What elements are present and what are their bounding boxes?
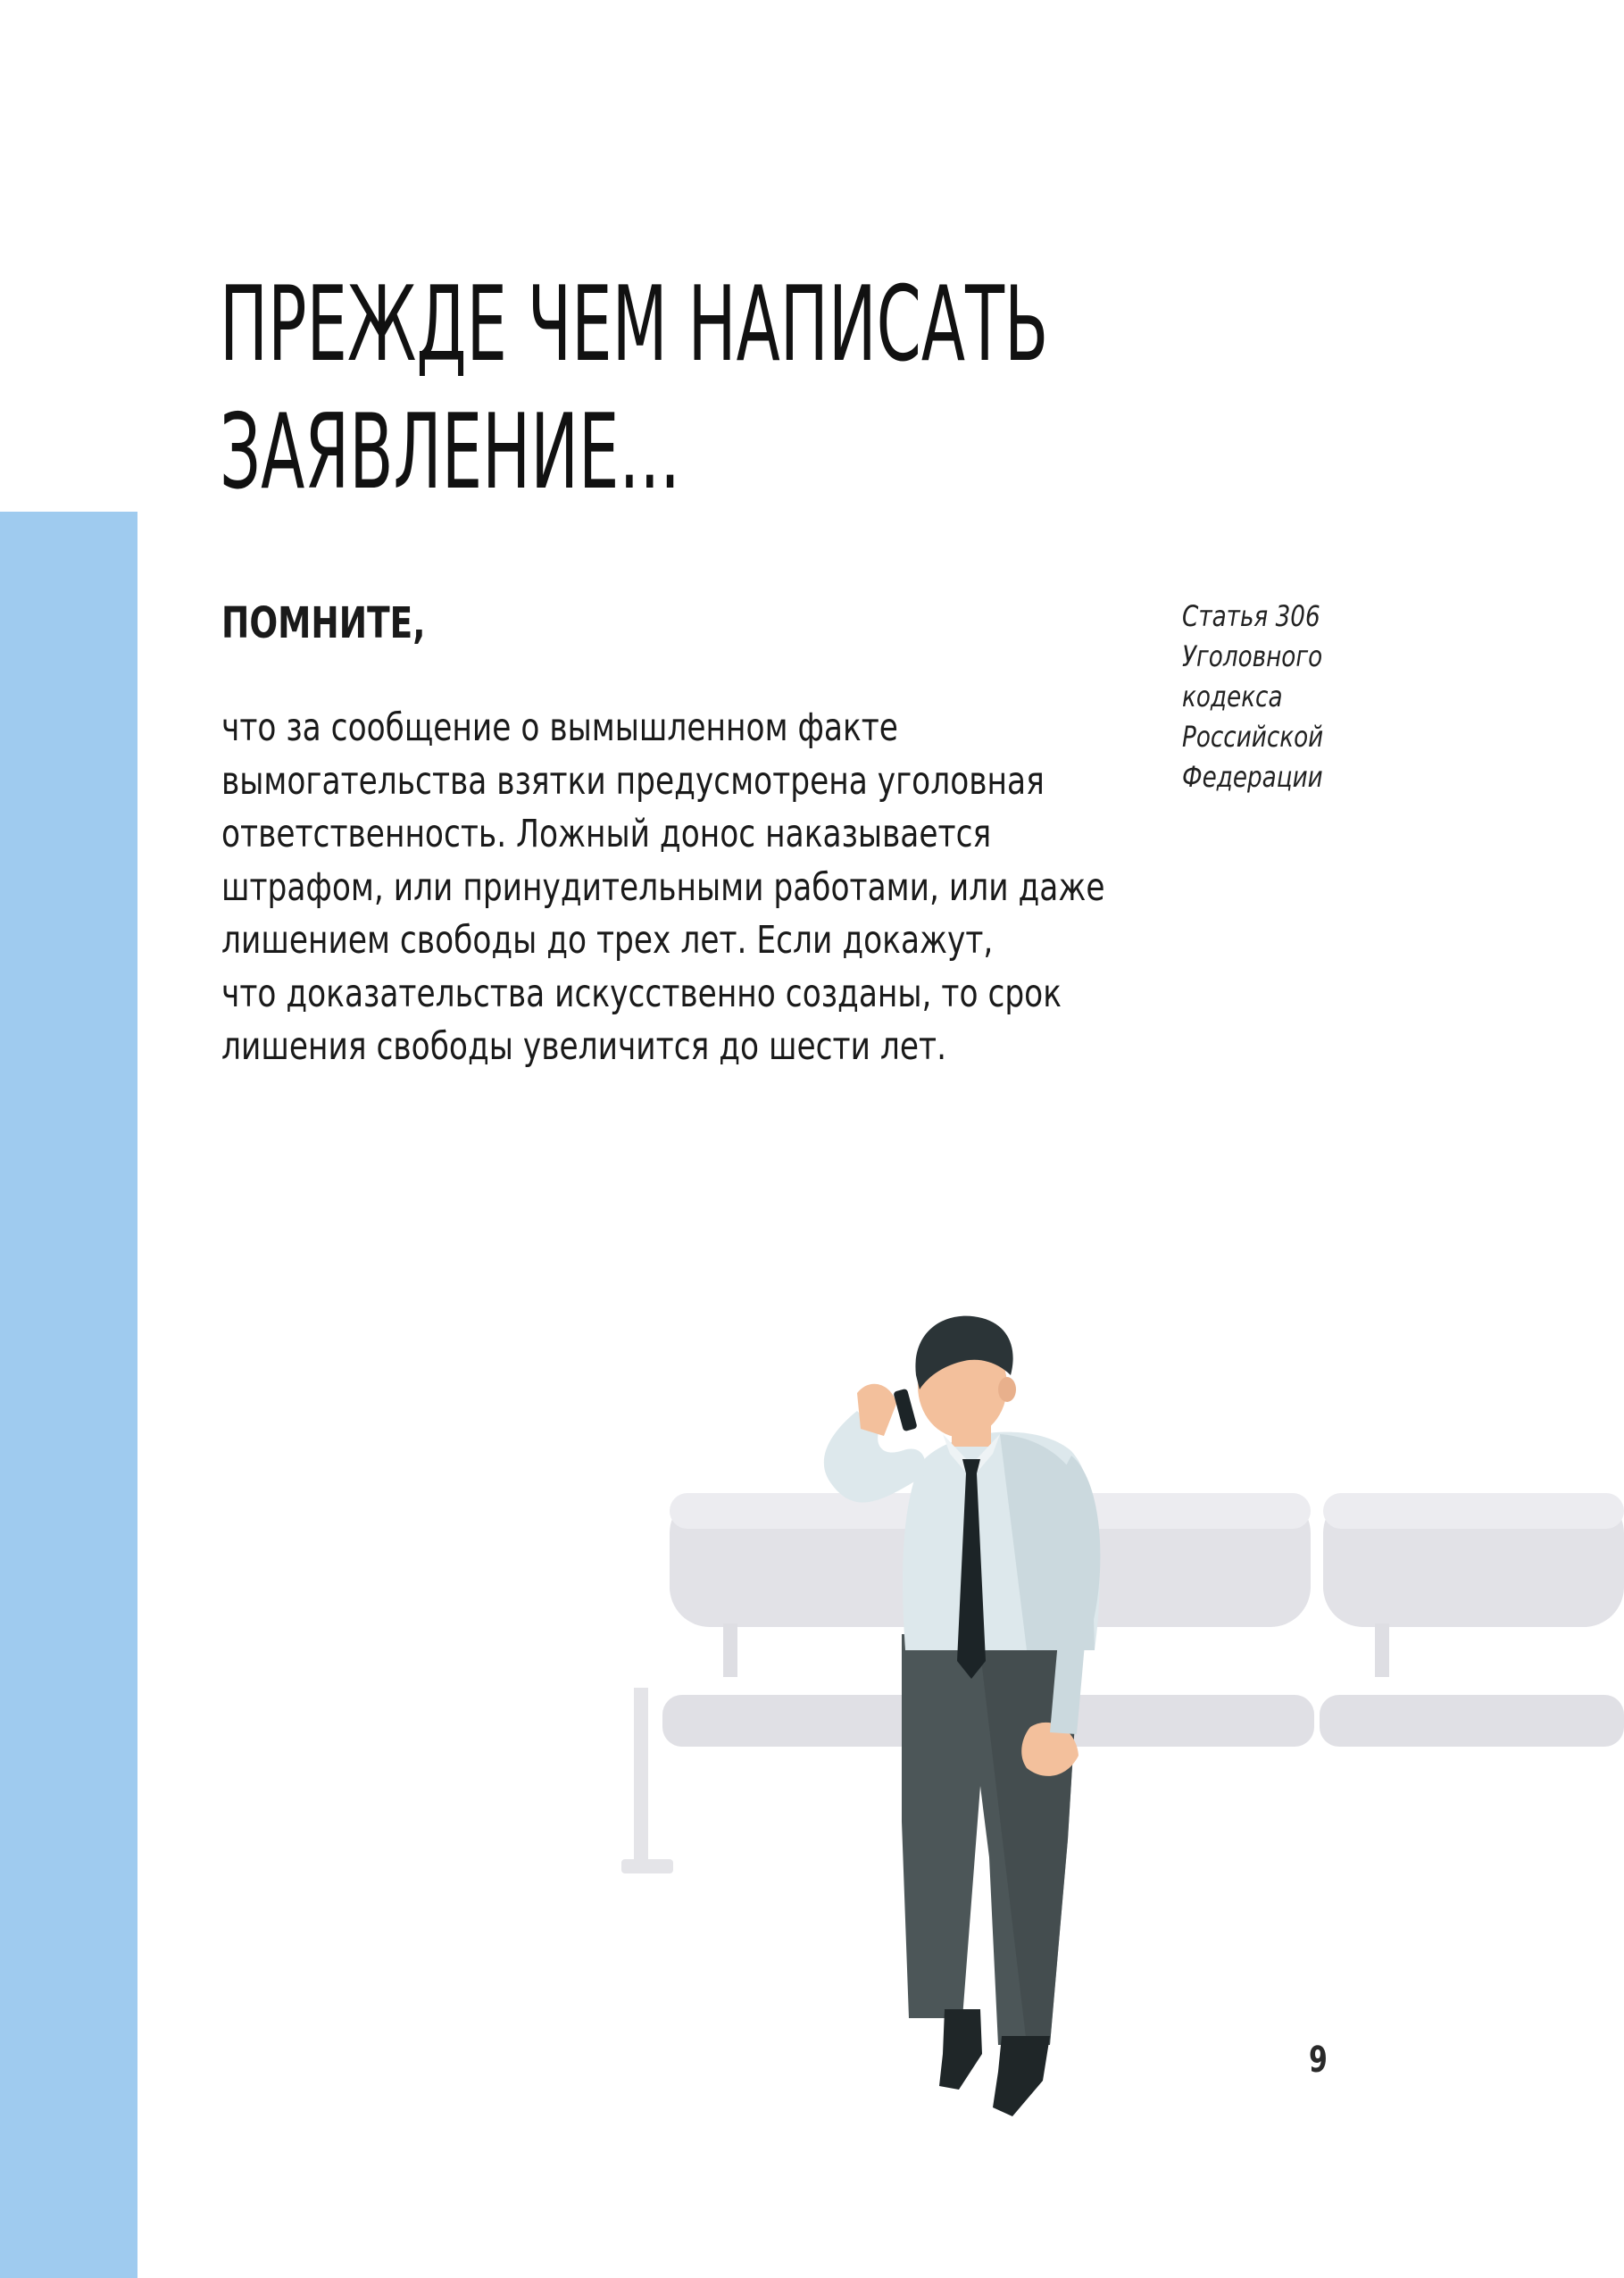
man-on-phone-illustration	[607, 1286, 1624, 2125]
page-number: 9	[1309, 2040, 1328, 2081]
body-line: лишения свободы увеличится до шести лет.	[221, 1024, 947, 1069]
law-reference-line: Статья 306	[1182, 599, 1320, 633]
law-reference-line: кодекса	[1182, 680, 1283, 713]
body-line: что за сообщение о вымышленном факте	[221, 705, 898, 750]
law-reference-line: Российской	[1182, 720, 1324, 754]
body-line: что доказательства искусственно созданы, то срок	[221, 971, 1062, 1016]
page-title-line-2: ЗАЯВЛЕНИЕ...	[220, 392, 681, 513]
waiting-bench-icon	[621, 1493, 1624, 1873]
page-title	[220, 261, 1048, 516]
body-line: лишением свободы до трех лет. Если докажут,	[221, 918, 994, 963]
law-reference-note	[1182, 597, 1323, 797]
blue-side-bar	[0, 512, 137, 2278]
body-paragraph	[221, 702, 1105, 1074]
remember-heading: ПОМНИТЕ,	[221, 598, 426, 648]
page-title-line-1: ПРЕЖДЕ ЧЕМ НАПИСАТЬ	[220, 264, 1049, 385]
body-line: ответственность. Ложный донос наказывается	[221, 812, 992, 856]
body-line: штрафом, или принудительными работами, или даже	[221, 864, 1105, 910]
law-reference-line: Федерации	[1182, 760, 1323, 794]
body-line: вымогательства взятки предусмотрена уголовная	[221, 758, 1045, 804]
law-reference-line: Уголовного	[1182, 639, 1323, 673]
